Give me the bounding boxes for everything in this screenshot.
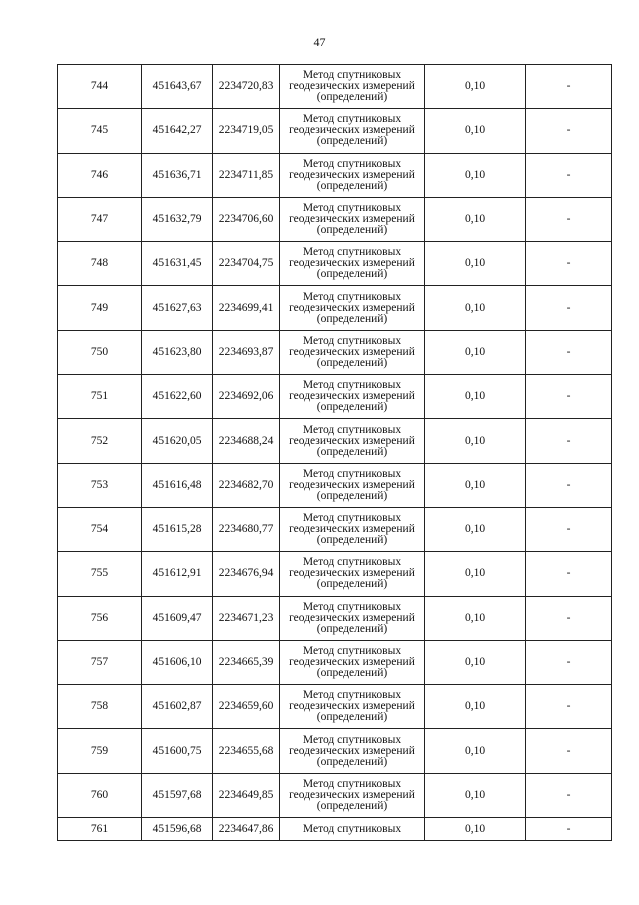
table-row xyxy=(58,507,612,551)
x-coordinate-cell: 451612,91 xyxy=(142,552,213,596)
method-text: Метод спутниковых xyxy=(302,822,402,835)
y-coordinate-cell: 2234680,77 xyxy=(213,507,280,551)
note-cell: - xyxy=(526,552,612,596)
accuracy-cell: 0,10 xyxy=(425,197,526,241)
method-text: Метод спутниковых геодезических измерений (определений) xyxy=(289,113,415,148)
method-text: Метод спутниковых геодезических измерений (определений) xyxy=(289,290,415,325)
method-cell xyxy=(280,109,425,153)
method-text: Метод спутниковых геодезических измерений (определений) xyxy=(289,246,415,281)
table-row xyxy=(58,286,612,330)
x-coordinate-cell: 451616,48 xyxy=(142,463,213,507)
method-text: Метод спутниковых геодезических измерений (определений) xyxy=(289,157,415,192)
table-row xyxy=(58,242,612,286)
accuracy-cell: 0,10 xyxy=(425,286,526,330)
point-number-cell: 756 xyxy=(58,596,142,640)
y-coordinate-cell: 2234699,41 xyxy=(213,286,280,330)
note-cell: - xyxy=(526,419,612,463)
method-text: Метод спутниковых геодезических измерений (определений) xyxy=(289,777,415,812)
accuracy-cell: 0,10 xyxy=(425,640,526,684)
method-cell xyxy=(280,818,425,841)
point-number-cell: 752 xyxy=(58,419,142,463)
table-row xyxy=(58,109,612,153)
accuracy-cell: 0,10 xyxy=(425,242,526,286)
table-row xyxy=(58,818,612,841)
coordinates-table xyxy=(57,64,612,841)
method-cell xyxy=(280,65,425,109)
method-text: Метод спутниковых геодезических измерений (определений) xyxy=(289,423,415,458)
table-row xyxy=(58,552,612,596)
x-coordinate-cell: 451632,79 xyxy=(142,197,213,241)
x-coordinate-cell: 451602,87 xyxy=(142,685,213,729)
y-coordinate-cell: 2234659,60 xyxy=(213,685,280,729)
accuracy-cell: 0,10 xyxy=(425,773,526,817)
accuracy-cell: 0,10 xyxy=(425,596,526,640)
note-cell: - xyxy=(526,330,612,374)
method-cell xyxy=(280,330,425,374)
point-number-cell: 757 xyxy=(58,640,142,684)
point-number-cell: 761 xyxy=(58,818,142,841)
note-cell: - xyxy=(526,153,612,197)
y-coordinate-cell: 2234720,83 xyxy=(213,65,280,109)
point-number-cell: 754 xyxy=(58,507,142,551)
accuracy-cell: 0,10 xyxy=(425,552,526,596)
point-number-cell: 749 xyxy=(58,286,142,330)
point-number-cell: 755 xyxy=(58,552,142,596)
method-cell xyxy=(280,242,425,286)
note-cell: - xyxy=(526,773,612,817)
table-row xyxy=(58,685,612,729)
note-cell: - xyxy=(526,286,612,330)
x-coordinate-cell: 451615,28 xyxy=(142,507,213,551)
y-coordinate-cell: 2234692,06 xyxy=(213,375,280,419)
page-number: 47 xyxy=(313,35,326,49)
y-coordinate-cell: 2234688,24 xyxy=(213,419,280,463)
method-cell xyxy=(280,419,425,463)
x-coordinate-cell: 451600,75 xyxy=(142,729,213,773)
accuracy-cell: 0,10 xyxy=(425,65,526,109)
y-coordinate-cell: 2234706,60 xyxy=(213,197,280,241)
accuracy-cell: 0,10 xyxy=(425,109,526,153)
note-cell: - xyxy=(526,463,612,507)
accuracy-cell: 0,10 xyxy=(425,685,526,729)
note-cell: - xyxy=(526,109,612,153)
note-cell: - xyxy=(526,242,612,286)
note-cell: - xyxy=(526,685,612,729)
table-row xyxy=(58,197,612,241)
accuracy-cell: 0,10 xyxy=(425,419,526,463)
y-coordinate-cell: 2234704,75 xyxy=(213,242,280,286)
accuracy-cell: 0,10 xyxy=(425,330,526,374)
method-cell xyxy=(280,596,425,640)
point-number-cell: 747 xyxy=(58,197,142,241)
note-cell: - xyxy=(526,818,612,841)
x-coordinate-cell: 451596,68 xyxy=(142,818,213,841)
method-text: Метод спутниковых геодезических измерений (определений) xyxy=(289,69,415,104)
method-cell xyxy=(280,685,425,729)
method-cell xyxy=(280,153,425,197)
point-number-cell: 744 xyxy=(58,65,142,109)
method-text: Метод спутниковых геодезических измерений (определений) xyxy=(289,689,415,724)
table-row xyxy=(58,375,612,419)
note-cell: - xyxy=(526,729,612,773)
method-text: Метод спутниковых геодезических измерений (определений) xyxy=(289,733,415,768)
method-cell xyxy=(280,729,425,773)
method-cell xyxy=(280,507,425,551)
accuracy-cell: 0,10 xyxy=(425,729,526,773)
method-text: Метод спутниковых геодезических измерений (определений) xyxy=(289,467,415,502)
accuracy-cell: 0,10 xyxy=(425,463,526,507)
point-number-cell: 759 xyxy=(58,729,142,773)
x-coordinate-cell: 451631,45 xyxy=(142,242,213,286)
x-coordinate-cell: 451623,80 xyxy=(142,330,213,374)
y-coordinate-cell: 2234665,39 xyxy=(213,640,280,684)
method-cell xyxy=(280,286,425,330)
y-coordinate-cell: 2234647,86 xyxy=(213,818,280,841)
point-number-cell: 750 xyxy=(58,330,142,374)
x-coordinate-cell: 451606,10 xyxy=(142,640,213,684)
table-row xyxy=(58,773,612,817)
method-text: Метод спутниковых геодезических измерений (определений) xyxy=(289,202,415,237)
x-coordinate-cell: 451627,63 xyxy=(142,286,213,330)
method-text: Метод спутниковых геодезических измерений (определений) xyxy=(289,334,415,369)
method-text: Метод спутниковых геодезических измерений (определений) xyxy=(289,645,415,679)
note-cell: - xyxy=(526,640,612,684)
table-row xyxy=(58,330,612,374)
note-cell: - xyxy=(526,507,612,551)
method-text: Метод спутниковых геодезических измерений (определений) xyxy=(289,512,415,547)
method-cell xyxy=(280,552,425,596)
method-cell xyxy=(280,640,425,684)
x-coordinate-cell: 451642,27 xyxy=(142,109,213,153)
y-coordinate-cell: 2234671,23 xyxy=(213,596,280,640)
method-text: Метод спутниковых геодезических измерений (определений) xyxy=(289,600,415,635)
accuracy-cell: 0,10 xyxy=(425,153,526,197)
y-coordinate-cell: 2234676,94 xyxy=(213,552,280,596)
x-coordinate-cell: 451636,71 xyxy=(142,153,213,197)
note-cell: - xyxy=(526,375,612,419)
point-number-cell: 745 xyxy=(58,109,142,153)
point-number-cell: 760 xyxy=(58,773,142,817)
table-row xyxy=(58,729,612,773)
note-cell: - xyxy=(526,65,612,109)
method-cell xyxy=(280,463,425,507)
point-number-cell: 746 xyxy=(58,153,142,197)
method-cell xyxy=(280,197,425,241)
method-cell xyxy=(280,773,425,817)
y-coordinate-cell: 2234719,05 xyxy=(213,109,280,153)
accuracy-cell: 0,10 xyxy=(425,818,526,841)
table-row xyxy=(58,65,612,109)
x-coordinate-cell: 451609,47 xyxy=(142,596,213,640)
x-coordinate-cell: 451597,68 xyxy=(142,773,213,817)
table-row xyxy=(58,463,612,507)
coordinates-table-body xyxy=(58,65,612,841)
x-coordinate-cell: 451622,60 xyxy=(142,375,213,419)
x-coordinate-cell: 451643,67 xyxy=(142,65,213,109)
point-number-cell: 753 xyxy=(58,463,142,507)
table-row xyxy=(58,596,612,640)
y-coordinate-cell: 2234693,87 xyxy=(213,330,280,374)
point-number-cell: 751 xyxy=(58,375,142,419)
accuracy-cell: 0,10 xyxy=(425,375,526,419)
y-coordinate-cell: 2234682,70 xyxy=(213,463,280,507)
table-row xyxy=(58,640,612,684)
y-coordinate-cell: 2234655,68 xyxy=(213,729,280,773)
method-cell xyxy=(280,375,425,419)
note-cell: - xyxy=(526,197,612,241)
point-number-cell: 748 xyxy=(58,242,142,286)
x-coordinate-cell: 451620,05 xyxy=(142,419,213,463)
method-text: Метод спутниковых геодезических измерений (определений) xyxy=(289,556,415,591)
y-coordinate-cell: 2234711,85 xyxy=(213,153,280,197)
accuracy-cell: 0,10 xyxy=(425,507,526,551)
method-text: Метод спутниковых геодезических измерений (определений) xyxy=(289,379,415,414)
table-row xyxy=(58,153,612,197)
point-number-cell: 758 xyxy=(58,685,142,729)
y-coordinate-cell: 2234649,85 xyxy=(213,773,280,817)
note-cell: - xyxy=(526,596,612,640)
table-row xyxy=(58,419,612,463)
